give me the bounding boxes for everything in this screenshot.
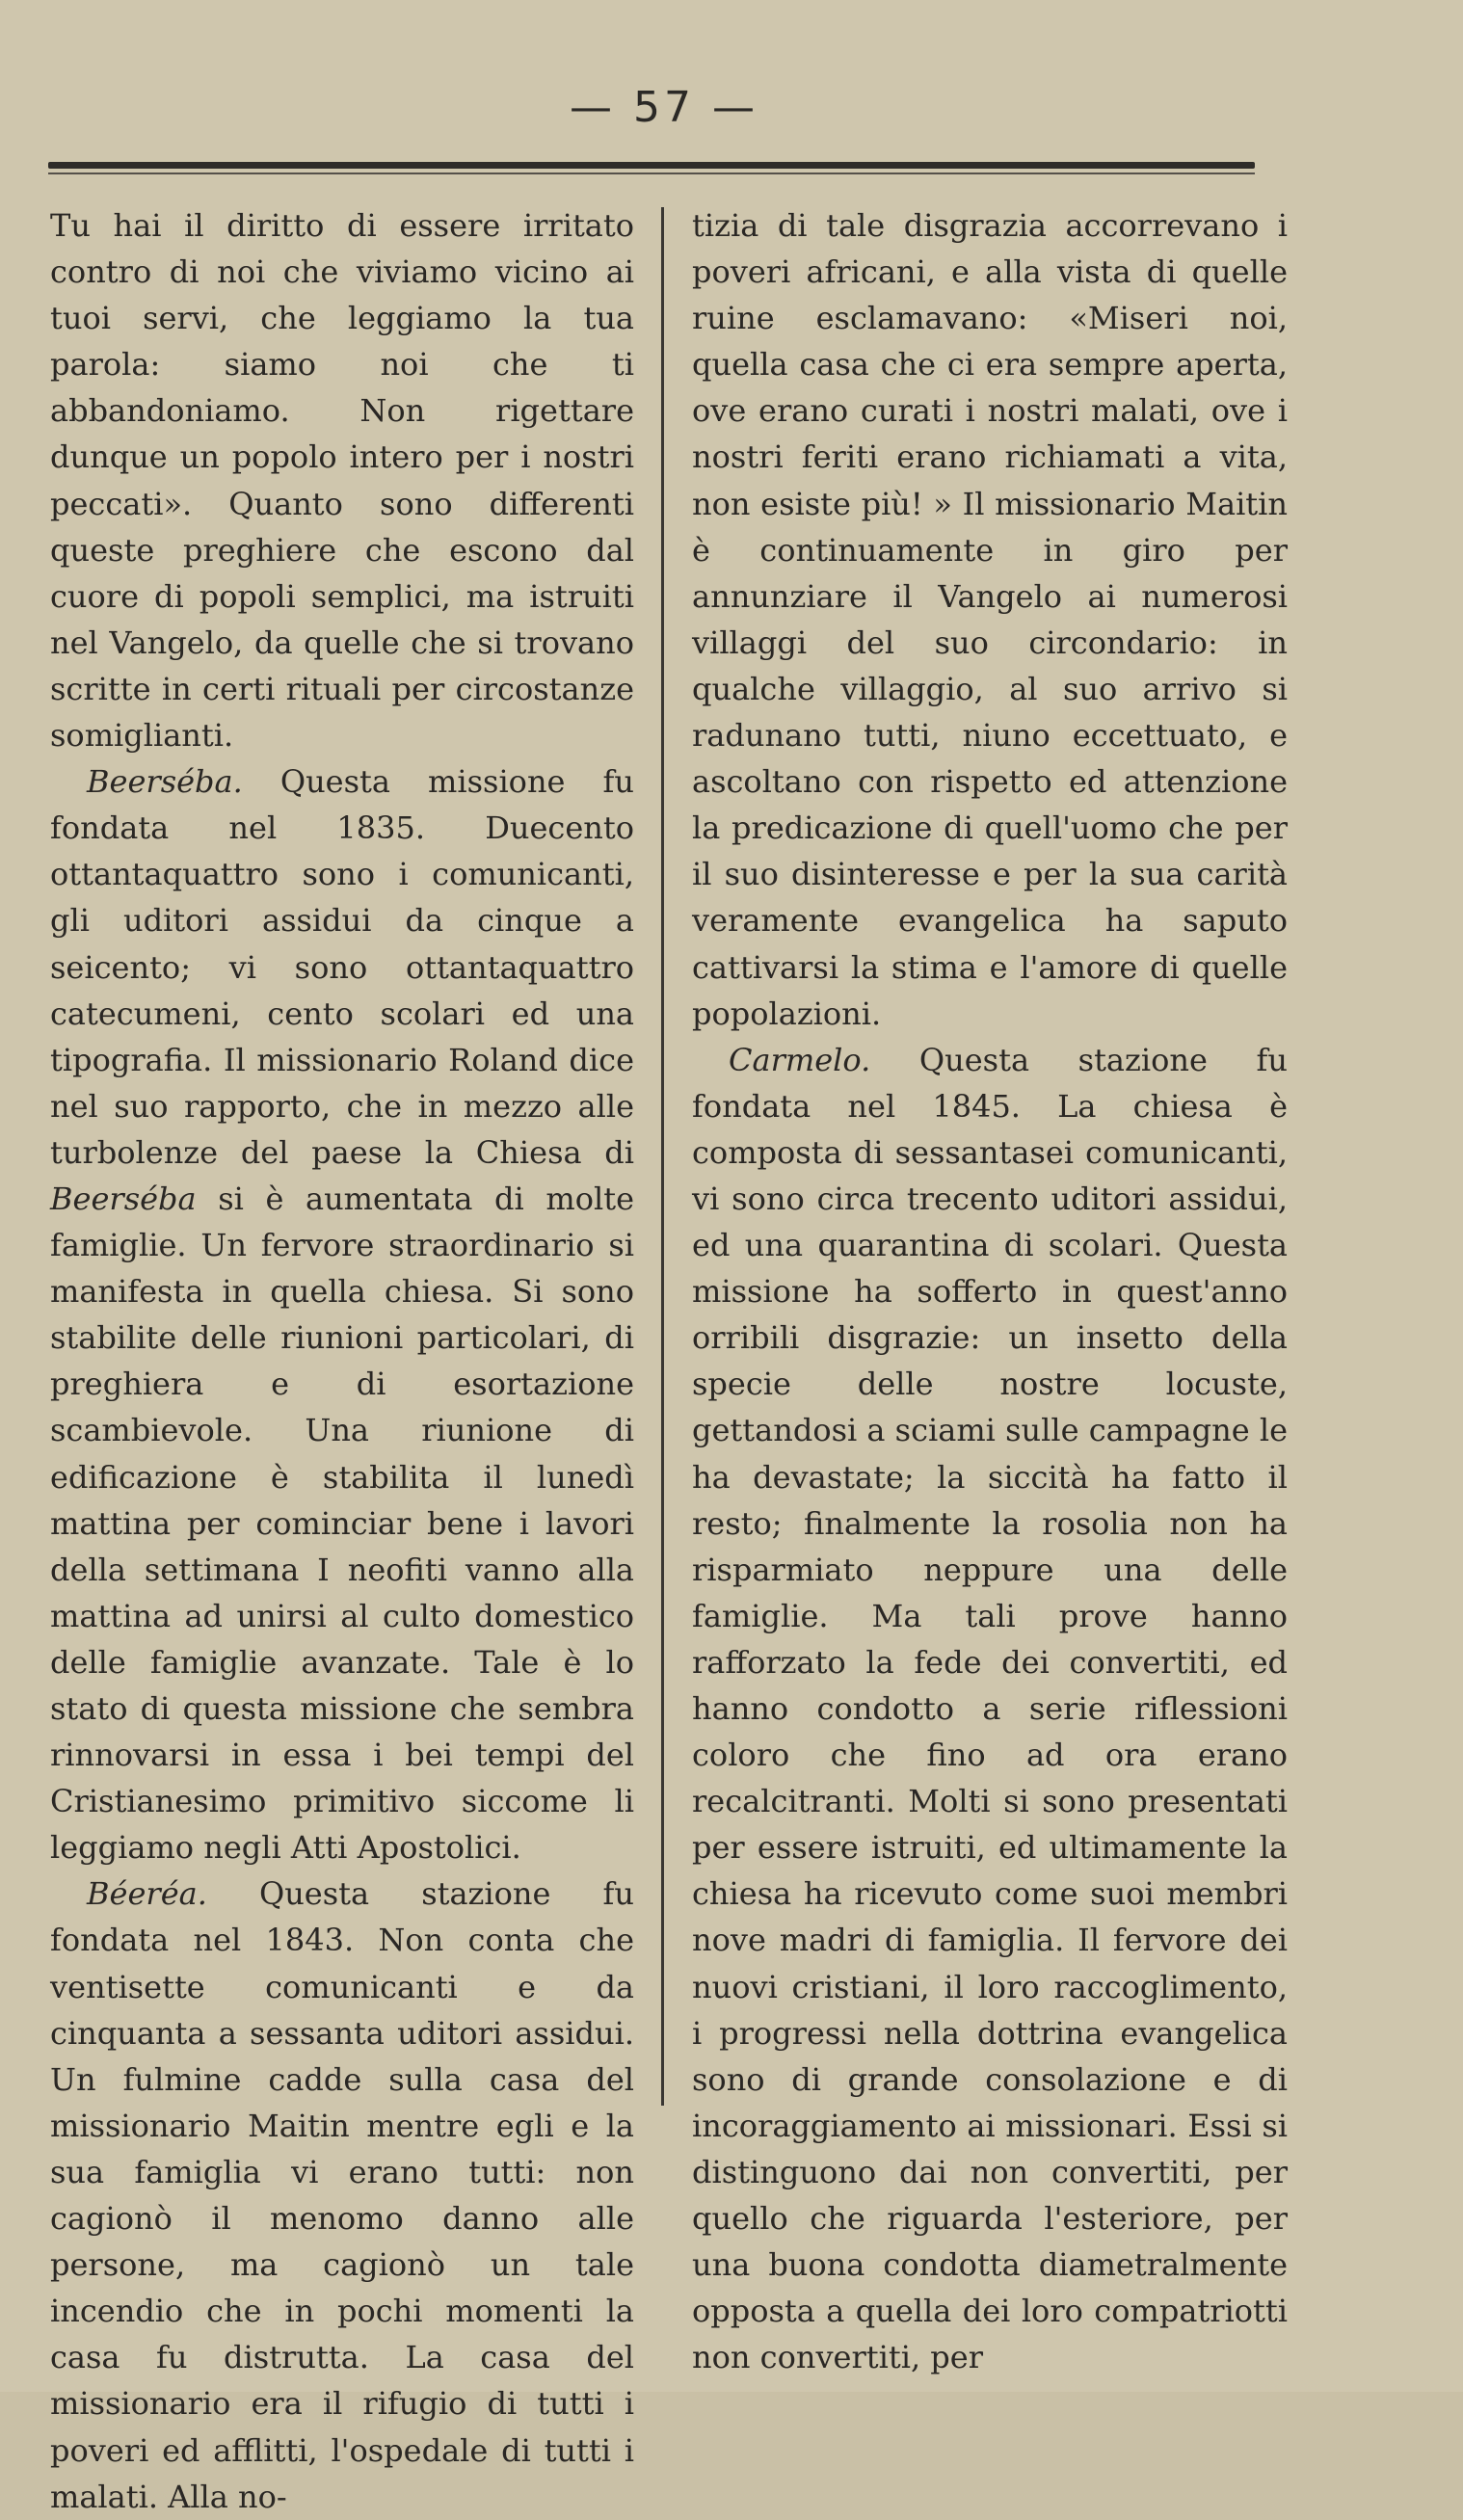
page-number: — 57 —: [570, 83, 758, 132]
header-rule-thin: [48, 172, 1255, 174]
paragraph-text: Questa stazione fu fondata nel 1845. La chiesa è composta di sessantasei comunicanti, vi sono circa trecento uditori assidui, ed una quarantina di scolari. Questa missione ha sofferto in quest'anno orribili disgrazie: un insetto della specie delle nostre locuste, gettandosi a sciami sulle campagne le ha devastate; la siccità ha fatto il resto; finalmente la rosolia non ha risparmiato neppure una delle famiglie. Ma tali prove hanno rafforzato la fede dei convertiti, ed hanno condotto a serie riflessioni coloro che fino ad ora erano recalcitranti. Molti si sono presentati per essere istruiti, ed ultimamente la chiesa ha ricevuto come suoi membri nove madri di famiglia. Il fervore dei nuovi cristiani, il loro raccoglimento, i progressi nella dottrina evangelica sono di grande consolazione e di incoraggiamento ai missionari. Essi si distinguono dai non convertiti, per quello che riguarda l'esteriore, per una buona condotta diametralmente opposta a quella dei loro compatriotti non convertiti, per: [692, 1041, 1288, 2376]
paragraph-beerseba: [50, 758, 634, 1870]
place-name-beerseba: Beerséba: [50, 1180, 197, 1217]
paragraph-continuation: tizia di tale disgrazia accorrevano i poveri africani, e alla vista di quelle ruine esclamavano: «Miseri noi, quella casa che ci era sempre aperta, ove erano curati i nostri malati, ove i nostri feriti erano richiamati a vita, non esiste più! » Il missionario Maitin è continuamente in giro per annunziare il Vangelo ai numerosi villaggi del suo circondario: in qualche villaggio, al suo arrivo si radunano tutti, niuno eccettuato, e ascoltano con rispetto ed attenzione la predicazione di quell'uomo che per il suo disinteresse e per la sua carità veramente evangelica ha saputo cattivarsi la stima e l'amore di quelle popolazioni.: [692, 207, 1288, 1032]
paragraph-carmelo: [692, 1037, 1288, 2381]
section-lead-carmelo: Carmelo.: [729, 1041, 871, 1078]
paragraph-beerea: [50, 1870, 634, 2519]
paragraph-text: si è aumentata di molte famiglie. Un fervore straordinario si manifesta in quella chiesa. Si sono stabilite delle riunioni particolari, di preghiera e di esortazione scambievole. Una riunione di edificazione è stabilita il lunedì mattina per cominciar bene i lavori della settimana I neofiti vanno alla mattina ad unirsi al culto domestico delle famiglie avanzate. Tale è lo stato di questa missione che sembra rinnovarsi in essa i bei tempi del Cristianesimo primitivo siccome li leggiamo negli Atti Apostolici.: [50, 1180, 634, 1867]
section-lead-beerseba: Beerséba.: [87, 763, 243, 801]
section-lead-beerea: Béeréa.: [87, 1875, 207, 1913]
column-divider: [661, 207, 664, 2106]
right-column: [692, 202, 1288, 2376]
paragraph-text: Questa stazione fu fondata nel 1843. Non conta che ventisette comunicanti e da cinquanta a sessanta uditori assidui. Un fulmine cadde sulla casa del missionario Maitin mentre egli e la sua famiglia vi erano tutti: non cagionò il menomo danno alle persone, ma cagionò un tale incendio che in pochi momenti la casa fu distrutta. La casa del missionario era il rifugio di tutti i poveri ed afflitti, l'ospedale di tutti i malati. Alla no-: [50, 1875, 634, 2515]
paragraph-text: Questa missione fu fondata nel 1835. Duecento ottantaquattro sono i comunicanti, gli uditori assidui da cinque a seicento; vi sono ottantaquattro catecumeni, cento scolari ed una tipografia. Il missionario Roland dice nel suo rapporto, che in mezzo alle turbolenze del paese la Chiesa di: [50, 763, 634, 1171]
paragraph-prayer-end: Tu hai il diritto di essere irritato contro di noi che viviamo vicino ai tuoi servi, che leggiamo la tua parola: siamo noi che ti abbandoniamo. Non rigettare dunque un popolo intero per i nostri peccati». Quanto sono differenti queste preghiere che escono dal cuore di popoli semplici, ma istruiti nel Vangelo, da quelle che si trovano scritte in certi rituali per circostanze somiglianti.: [50, 207, 634, 755]
header-rule: [48, 162, 1255, 169]
left-column: [50, 202, 634, 2515]
